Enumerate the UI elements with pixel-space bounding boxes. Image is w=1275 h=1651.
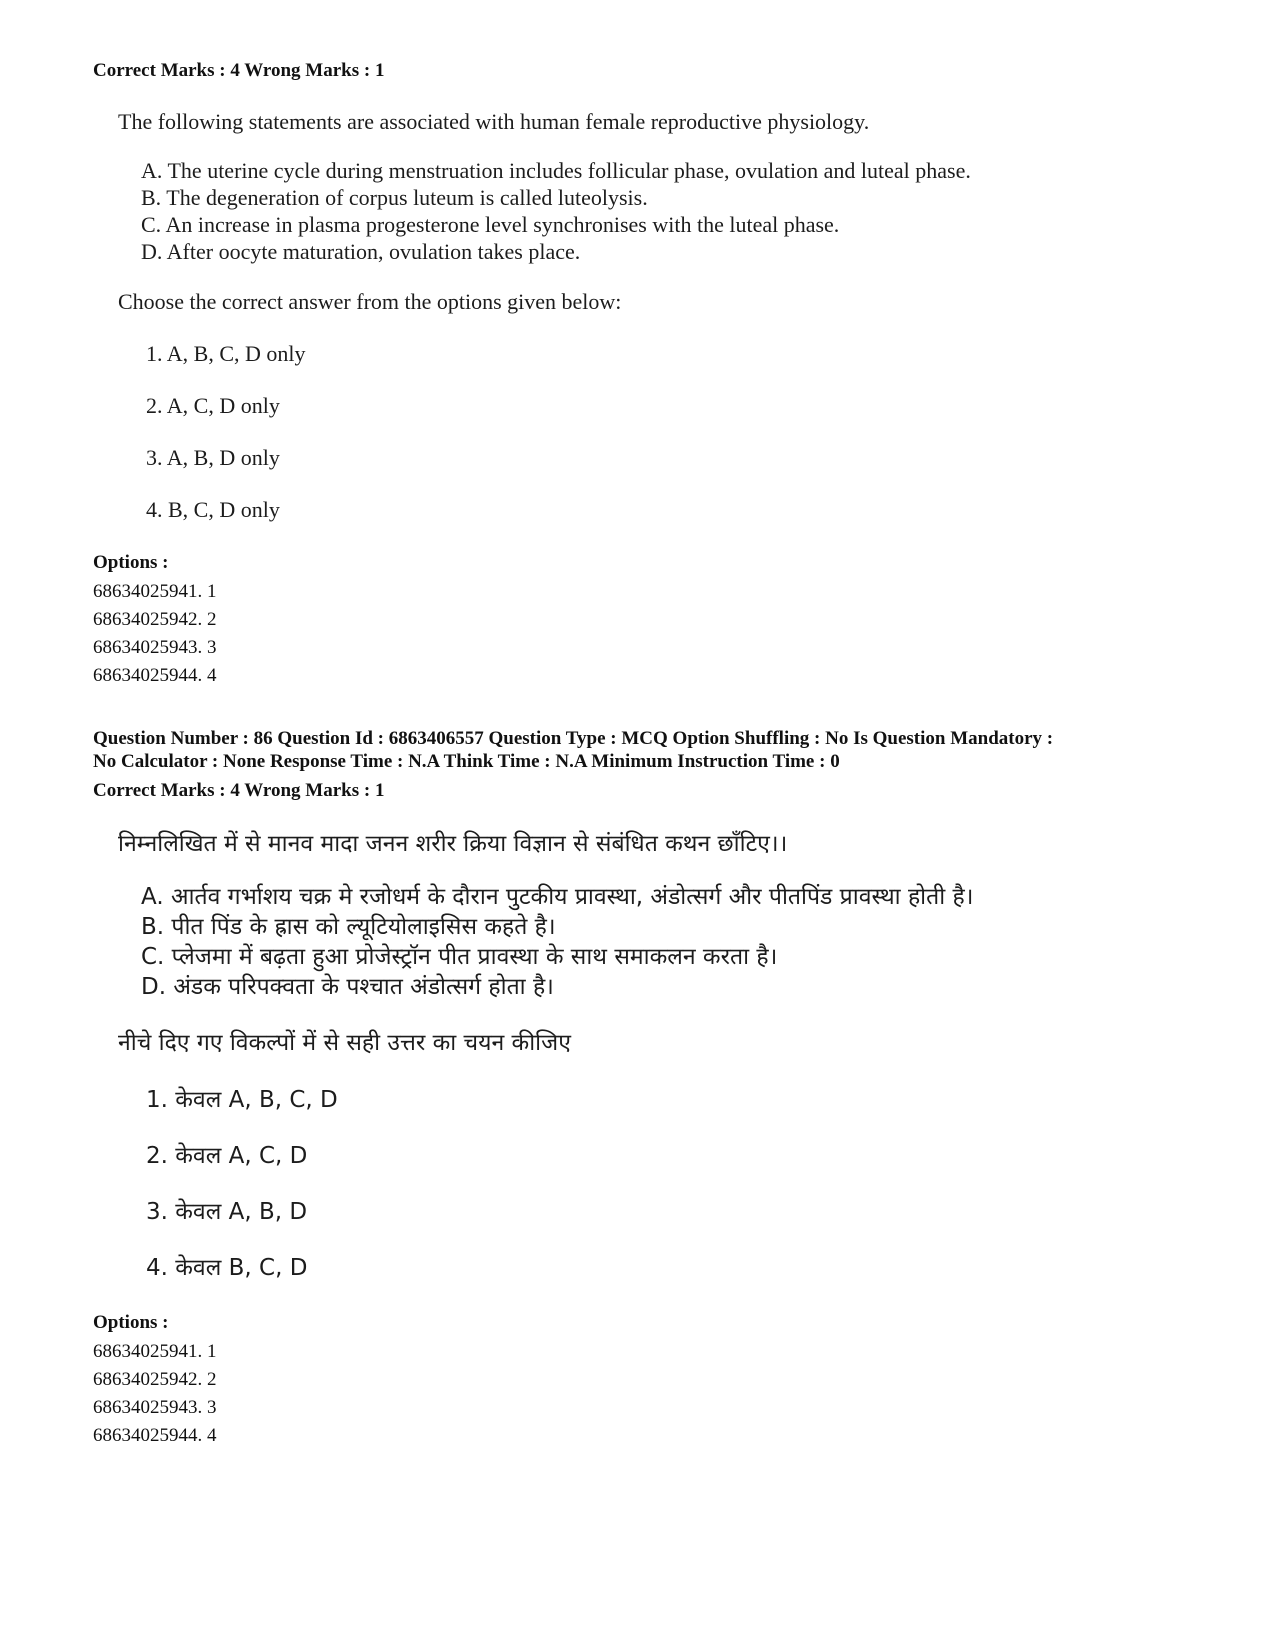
q86-marks: Correct Marks : 4 Wrong Marks : 1 — [93, 780, 385, 801]
q85-option-3: 68634025943. 3 — [93, 637, 217, 658]
q86-choice-1: 1. केवल A, B, C, D — [146, 1087, 338, 1113]
q85-marks: Correct Marks : 4 Wrong Marks : 1 — [93, 60, 385, 81]
q85-choice-3: 3. A, B, D only — [146, 445, 280, 470]
q86-prompt: नीचे दिए गए विकल्पों में से सही उत्तर का चयन कीजिए — [118, 1030, 571, 1056]
q85-prompt: Choose the correct answer from the options given below: — [118, 289, 622, 314]
q85-statement-a: A. The uterine cycle during menstruation includes follicular phase, ovulation and luteal phase. — [141, 158, 971, 183]
q85-option-4: 68634025944. 4 — [93, 665, 217, 686]
q86-options-label: Options : — [93, 1312, 169, 1333]
q85-choice-4: 4. B, C, D only — [146, 497, 280, 522]
q86-statement-d: D. अंडक परिपक्वता के पश्चात अंडोत्सर्ग होता है। — [141, 974, 554, 1000]
q85-statement-c: C. An increase in plasma progesterone level synchronises with the luteal phase. — [141, 212, 840, 237]
q86-statement-b: B. पीत पिंड के ह्रास को ल्यूटियोलाइसिस कहते है। — [141, 914, 556, 940]
q86-option-1: 68634025941. 1 — [93, 1341, 217, 1362]
q85-option-2: 68634025942. 2 — [93, 609, 217, 630]
q86-header-line-1: Question Number : 86 Question Id : 6863406557 Question Type : MCQ Option Shuffling : No Is Question Mandatory : — [93, 728, 1054, 749]
q85-options-label: Options : — [93, 552, 169, 573]
q85-statement-b: B. The degeneration of corpus luteum is called luteolysis. — [141, 185, 648, 210]
q86-choice-3: 3. केवल A, B, D — [146, 1199, 308, 1225]
q86-option-2: 68634025942. 2 — [93, 1369, 217, 1390]
q85-option-1: 68634025941. 1 — [93, 581, 217, 602]
q86-choice-2: 2. केवल A, C, D — [146, 1143, 308, 1169]
q85-choice-2: 2. A, C, D only — [146, 393, 280, 418]
q86-option-4: 68634025944. 4 — [93, 1425, 217, 1446]
q85-choice-1: 1. A, B, C, D only — [146, 341, 306, 366]
q86-option-3: 68634025943. 3 — [93, 1397, 217, 1418]
q85-intro: The following statements are associated with human female reproductive physiology. — [118, 109, 870, 134]
q86-intro: निम्नलिखित में से मानव मादा जनन शरीर क्रिया विज्ञान से संबंधित कथन छाँटिए।। — [118, 831, 788, 857]
q86-statement-a: A. आर्तव गर्भाशय चक्र मे रजोधर्म के दौरान पुटकीय प्रावस्था, अंडोत्सर्ग और पीतपिंड प्रावस्था होती है। — [141, 884, 974, 910]
q86-statement-c: C. प्लेजमा में बढ़ता हुआ प्रोजेस्ट्रॉन पीत प्रावस्था के साथ समाकलन करता है। — [141, 944, 778, 970]
q86-header-line-2: No Calculator : None Response Time : N.A Think Time : N.A Minimum Instruction Time : 0 — [93, 751, 840, 772]
q85-statement-d: D. After oocyte maturation, ovulation takes place. — [141, 239, 581, 264]
q86-choice-4: 4. केवल B, C, D — [146, 1255, 308, 1281]
